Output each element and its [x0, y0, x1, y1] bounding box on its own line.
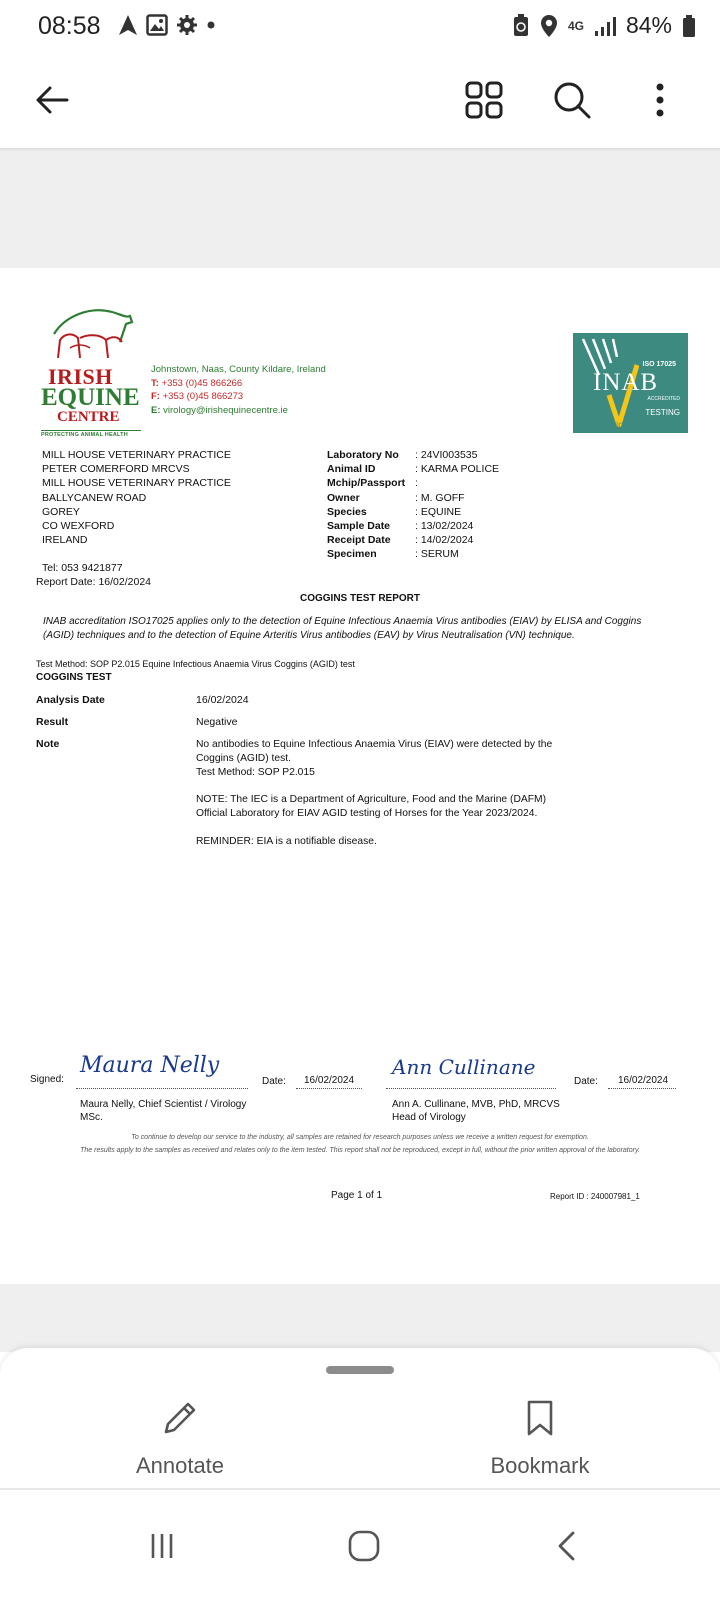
grid-view-icon	[465, 81, 503, 119]
note-paragraph: NOTE: The IEC is a Department of Agriculture, Food and the Marine (DAFM) Official Laboratory for EIAV AGID testing of Horses for the Year 2023/2024.	[196, 794, 547, 819]
search-icon	[552, 80, 592, 120]
signed-label: Signed:	[30, 1074, 64, 1085]
signer-2-role: Head of Virology	[392, 1112, 466, 1123]
settings-gear-icon	[176, 14, 198, 36]
chevron-left-icon	[555, 1530, 577, 1562]
analysis-date-value: 16/02/2024	[196, 694, 249, 706]
field-value: : 13/02/2024	[415, 520, 474, 533]
inab-scope-text: DETAILED IN SCOPE REG NO. 151T	[572, 419, 683, 434]
fax-label: F:	[151, 391, 160, 402]
signal-strength-icon	[594, 15, 616, 37]
annotate-button[interactable]	[100, 1398, 260, 1479]
home-icon	[347, 1529, 381, 1563]
field-value: : M. GOFF	[415, 491, 465, 504]
field-key: Specimen	[327, 548, 377, 561]
phone-label: T:	[151, 377, 159, 389]
pencil-icon	[160, 1398, 200, 1438]
navigation-arrow-icon	[118, 14, 138, 36]
date-line	[608, 1088, 676, 1089]
report-title: COGGINS TEST REPORT	[299, 593, 420, 604]
field-value: : 14/02/2024	[415, 534, 474, 547]
date-line	[296, 1088, 362, 1089]
status-system-icons	[512, 12, 696, 39]
field-row	[327, 476, 499, 490]
note-p1-method: Test Method: SOP P2.015	[196, 766, 315, 778]
signer-2-title: Ann A. Cullinane, MVB, PhD, MRCVS	[392, 1099, 560, 1110]
field-row	[327, 448, 499, 462]
recipient-address	[42, 448, 231, 547]
field-value: :	[415, 477, 418, 490]
battery-saver-icon	[512, 14, 530, 38]
app-bar	[0, 52, 720, 148]
lab-address: Johnstown, Naas, County Kildare, Ireland	[151, 364, 326, 375]
signer-1-degree: MSc.	[80, 1112, 103, 1123]
note-text	[196, 738, 576, 862]
inab-accredited: ACCREDITED	[647, 396, 680, 402]
address-line: CO WEXFORD	[42, 520, 115, 533]
annotate-label: Annotate	[135, 1453, 225, 1478]
address-line: MILL HOUSE VETERINARY PRACTICE	[42, 449, 231, 461]
field-key: Laboratory No	[327, 449, 399, 461]
lab-email: virology@irishequinecentre.ie	[163, 404, 288, 416]
result-value: Negative	[196, 716, 238, 728]
lab-contact-block	[151, 363, 326, 417]
field-key: Animal ID	[327, 463, 376, 476]
lab-phone-row	[151, 377, 326, 391]
logo-tagline: PROTECTING ANIMAL HEALTH	[41, 430, 141, 438]
more-vertical-icon	[655, 83, 665, 117]
back-arrow-icon	[35, 85, 69, 115]
note-label: Note	[36, 738, 60, 750]
field-row	[327, 519, 499, 533]
search-button[interactable]	[546, 74, 598, 126]
field-row	[327, 533, 499, 547]
recent-apps-icon	[147, 1531, 177, 1561]
field-key: Receipt Date	[327, 534, 391, 547]
status-bar	[0, 0, 720, 52]
bookmark-icon	[520, 1398, 560, 1438]
address-line: BALLYCANEW ROAD	[42, 491, 147, 504]
field-row	[327, 505, 499, 519]
system-navigation-bar	[0, 1490, 720, 1600]
battery-icon	[682, 14, 696, 38]
email-label: E:	[151, 404, 161, 416]
recent-apps-button[interactable]	[132, 1526, 192, 1566]
bookmark-button[interactable]	[460, 1398, 620, 1479]
network-type-4g: 4G	[567, 18, 584, 33]
lab-fax-row	[151, 390, 326, 404]
irish-equine-centre-horse-logo	[50, 304, 136, 362]
field-row	[327, 462, 499, 476]
field-value: : SERUM	[415, 548, 459, 561]
field-key: Sample Date	[327, 520, 391, 533]
test-method: Test Method: SOP P2.015 Equine Infectious Anaemia Virus Coggins (AGID) test	[36, 659, 355, 669]
address-line: PETER COMERFORD MRCVS	[42, 463, 190, 476]
signature-ann-cullinane	[390, 1046, 560, 1086]
field-value: : 24VI003535	[415, 449, 478, 461]
dot-icon	[206, 14, 216, 36]
logo-equine-word: EQUINE	[41, 384, 140, 411]
signer-2	[392, 1098, 560, 1124]
accreditation-note: INAB accreditation ISO17025 applies only to the detection of Equine Infectious Anaemia Virus antibodies (EIAV) by ELISA and Coggins (AGID) techniques and to the detection of Equine Arteritis Virus antibodies (EAV) by Virus Neutralisation (VN) technique.	[43, 616, 642, 641]
document-page[interactable]	[0, 268, 720, 1284]
result-label: Result	[36, 716, 69, 728]
bookmark-label: Bookmark	[490, 1453, 590, 1478]
note-paragraph: REMINDER: EIA is a notifiable disease.	[196, 835, 377, 847]
inab-testing: TESTING	[645, 408, 680, 417]
home-button[interactable]	[334, 1526, 394, 1566]
address-line: MILL HOUSE VETERINARY PRACTICE	[42, 477, 231, 490]
back-button[interactable]	[26, 74, 78, 126]
report-date: Report Date: 16/02/2024	[36, 576, 151, 588]
status-time: 08:58	[38, 12, 101, 40]
grid-view-button[interactable]	[458, 74, 510, 126]
signer-1-title: Maura Nelly, Chief Scientist / Virology	[80, 1099, 247, 1110]
recipient-tel: Tel: 053 9421877	[42, 562, 123, 574]
sample-details	[327, 448, 499, 562]
battery-percentage: 84%	[625, 12, 672, 38]
signature-line	[386, 1088, 556, 1089]
date-label: Date:	[574, 1076, 598, 1087]
sheet-drag-handle[interactable]	[326, 1366, 394, 1374]
field-row	[327, 547, 499, 561]
page-indicator: Page 1 of 1	[331, 1190, 383, 1201]
bottom-sheet	[0, 1348, 720, 1488]
inab-iso-label: ISO 17025	[642, 361, 676, 368]
section-heading: COGGINS TEST	[36, 672, 112, 683]
location-icon	[540, 14, 558, 38]
sign-date-2: 16/02/2024	[618, 1075, 669, 1086]
note-p1: No antibodies to Equine Infectious Anaemia Virus (EIAV) were detected by the Coggins (AGID) test.	[196, 739, 553, 764]
address-line: GOREY	[42, 505, 80, 518]
lab-phone: +353 (0)45 866266	[161, 377, 243, 389]
svg-text:Ann Cullinane: Ann Cullinane	[392, 1055, 536, 1079]
lab-fax: +353 (0)45 866273	[162, 391, 244, 402]
inab-word: INAB	[593, 369, 659, 396]
logo-irish-word: IRISH	[48, 364, 113, 389]
more-options-button[interactable]	[634, 74, 686, 126]
svg-text:Maura Nelly: Maura Nelly	[80, 1053, 220, 1078]
analysis-date-label: Analysis Date	[36, 694, 105, 706]
disclaimer-line-1: To continue to develop our service to the industry, all samples are retained for research purposes unless we receive a written request for exemption.	[131, 1134, 589, 1141]
signer-1	[80, 1098, 246, 1124]
logo-centre-word: CENTRE	[57, 409, 120, 425]
field-row	[327, 491, 499, 505]
disclaimer	[60, 1132, 660, 1157]
status-notification-icons	[118, 14, 216, 36]
field-value: : KARMA POLICE	[415, 463, 500, 476]
gallery-icon	[146, 14, 168, 36]
system-back-button[interactable]	[536, 1526, 596, 1566]
field-value: : EQUINE	[415, 505, 462, 518]
signature-line	[76, 1088, 248, 1089]
disclaimer-line-2: The results apply to the samples as received and relates only to the item tested. This report shall not be reproduced, except in full, without the prior written approval of the laboratory.	[80, 1146, 640, 1154]
lab-email-row	[151, 404, 326, 418]
inab-accreditation-badge	[573, 333, 688, 433]
signature-maura-nelly	[78, 1044, 228, 1084]
report-id: Report ID : 240007981_1	[550, 1192, 640, 1201]
note-paragraph	[196, 738, 576, 779]
field-key: Species	[327, 505, 367, 518]
sign-date-1: 16/02/2024	[304, 1075, 355, 1086]
date-label: Date:	[262, 1076, 286, 1087]
address-line: IRELAND	[42, 534, 88, 547]
field-key: Owner	[327, 491, 360, 504]
field-key: Mchip/Passport	[327, 477, 406, 490]
